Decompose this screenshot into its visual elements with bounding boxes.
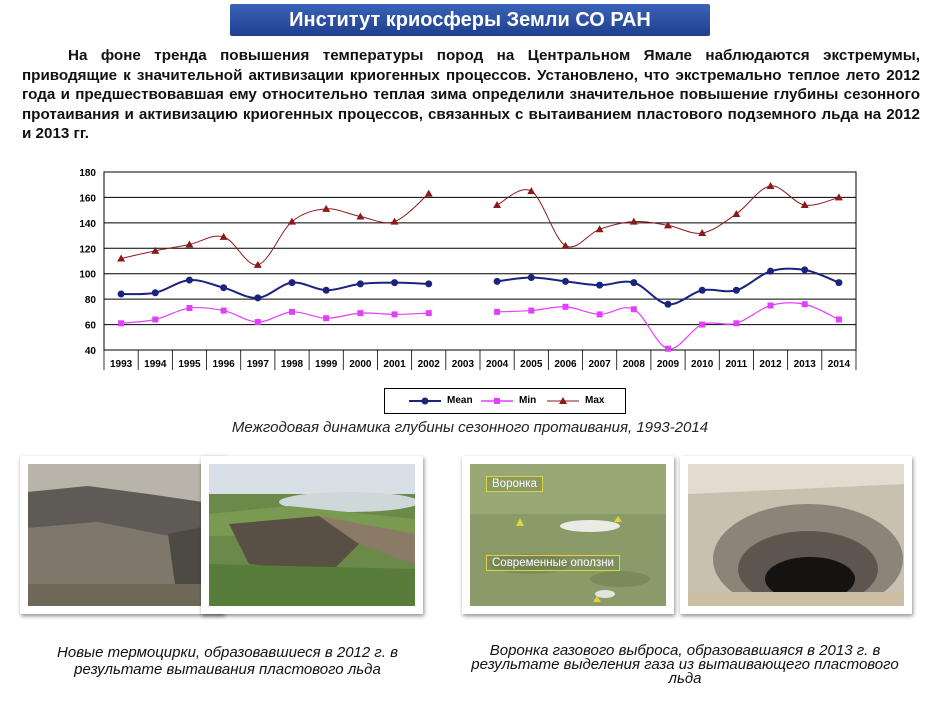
point-min [392,311,398,317]
point-min [323,315,329,321]
point-min [597,311,603,317]
x-tick-label: 2011 [725,359,748,370]
y-tick-label: 100 [79,269,96,281]
legend-max [545,394,615,408]
y-tick-label: 40 [84,346,96,357]
chart-legend [384,388,626,414]
y-tick-label: 80 [84,295,96,307]
y-tick-label: 140 [79,218,96,230]
point-mean [528,274,535,281]
thermocirque-image-2 [209,464,415,606]
x-tick-label: 2008 [622,359,645,370]
x-tick-label: 1993 [109,359,133,370]
photo-thermocirque-2 [201,456,423,614]
point-min [836,316,842,322]
legend-min [479,394,543,408]
point-mean [118,291,125,298]
point-min [221,308,227,314]
x-tick-label: 2004 [485,359,509,370]
x-tick-label: 1994 [144,359,167,370]
point-mean [699,287,706,294]
chart-caption: Межгодовая динамика глубины сезонного протаивания, 1993-2014 [231,419,709,436]
label-crater: Воронка [486,476,543,492]
x-tick-label: 2003 [451,359,475,370]
point-min [152,316,158,322]
y-tick-label: 160 [79,193,96,205]
legend-max-label: Max [585,395,605,406]
legend-min-label: Min [519,395,537,406]
point-min [768,303,774,309]
label-landslides: Современные оползни [486,555,620,571]
legend-min-symbol [479,394,515,408]
point-min [357,310,363,316]
x-tick-label: 2002 [417,359,440,370]
photo-gas-crater [680,456,912,614]
point-mean [801,266,808,273]
point-min [426,310,432,316]
point-min [494,309,500,315]
point-mean [665,301,672,308]
legend-max-symbol [545,394,581,408]
point-mean [733,287,740,294]
x-tick-label: 2007 [588,359,611,370]
x-tick-label: 1996 [212,359,235,370]
intro-paragraph: На фоне тренда повышения температуры пород на Центральном Ямале наблюдаются экстремумы, приводящие к значительной активизации криогенных процессов. Установлено, что экстремально теплое лето 2012 года и предшествовавшая ему относительно теплая зима определили значительное повышение глубины сезонного протаивания и активизацию криогенных процессов, связанных с вытаиванием пластового подземного льда на 2012 и 2013 гг. [22,47,920,142]
x-tick-label: 2012 [759,359,782,370]
point-min [289,309,295,315]
point-mean [289,279,296,286]
photo-thermocirque-1 [20,456,224,614]
x-tick-label: 2001 [383,359,406,370]
page-title: Институт криосферы Земли СО РАН [230,4,710,36]
point-min [665,346,671,352]
x-tick-label: 2000 [349,359,372,370]
point-min [118,320,124,326]
point-mean [391,279,398,286]
legend-mean [407,394,471,408]
point-min [631,306,637,312]
point-min [255,319,261,325]
point-mean [767,268,774,275]
x-tick-label: 2014 [827,359,851,370]
point-mean [630,279,637,286]
x-tick-label: 1998 [280,359,304,370]
x-tick-label: 1997 [246,359,269,370]
point-min [562,304,568,310]
point-min [699,322,705,328]
legend-mean-symbol [407,394,443,408]
point-min [186,305,192,311]
x-tick-label: 2005 [520,359,543,370]
x-tick-label: 1995 [178,359,201,370]
point-mean [152,289,159,296]
x-tick-label: 1999 [315,359,338,370]
point-mean [186,277,193,284]
plot-area [104,172,856,350]
point-mean [425,280,432,287]
point-min [733,320,739,326]
point-mean [596,282,603,289]
y-tick-label: 60 [84,320,96,332]
point-mean [357,280,364,287]
caption-gas-crater: Воронка газового выброса, образовавшаяся в 2013 г. в результате выделения газа из вытаивающего пластового льда [471,642,899,687]
point-min [528,308,534,314]
x-tick-label: 2006 [554,359,577,370]
y-tick-label: 180 [79,168,96,179]
point-mean [494,278,501,285]
x-tick-label: 2013 [793,359,816,370]
x-tick-label: 2009 [656,359,680,370]
legend-mean-label: Mean [447,395,473,406]
point-mean [220,284,227,291]
point-mean [254,294,261,301]
gas-crater-image [688,464,904,606]
point-min [802,301,808,307]
caption-thermocirques: Новые термоцирки, образовавшиеся в 2012 г. в результате вытаивания пластового льда [57,644,398,678]
y-tick-label: 120 [79,244,96,256]
point-mean [562,278,569,285]
point-mean [835,279,842,286]
point-mean [323,287,330,294]
x-tick-label: 2010 [691,359,714,370]
photo-aerial-crater [462,456,674,614]
thermocirque-image-1 [28,464,216,606]
